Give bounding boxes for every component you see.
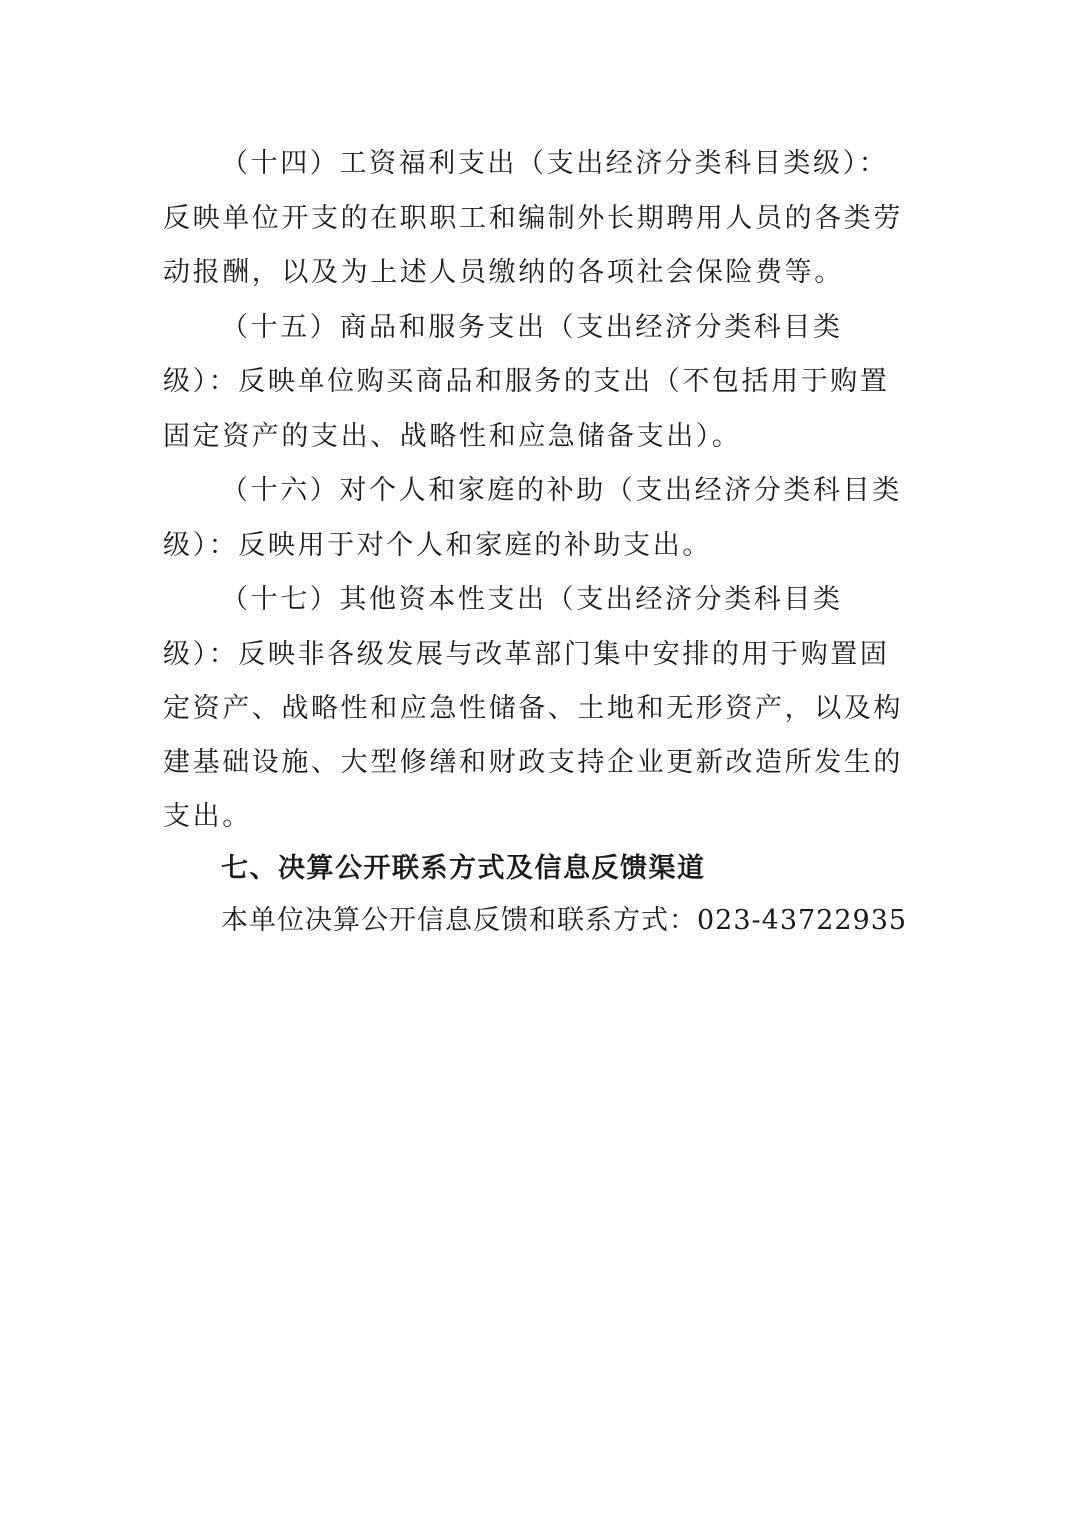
item-14-line-2: 反映单位开支的在职职工和编制外长期聘用人员的各类劳: [163, 203, 903, 234]
item-15-line-1: （十五）商品和服务支出（支出经济分类科目类: [221, 312, 843, 343]
item-15-line-2: 级）：反映单位购买商品和服务的支出（不包括用于购置: [163, 366, 890, 397]
item-17-line-1: （十七）其他资本性支出（支出经济分类科目类: [221, 584, 843, 615]
item-17-line-3: 定资产、战略性和应急性储备、土地和无形资产，以及构: [163, 693, 903, 724]
item-15-line-3: 固定资产的支出、战略性和应急储备支出）。: [163, 421, 742, 452]
item-14-line-1: （十四）工资福利支出（支出经济分类科目类级）：: [221, 148, 889, 179]
section-7-heading: 七、决算公开联系方式及信息反馈渠道: [221, 853, 706, 884]
item-17-line-5: 支出。: [163, 801, 252, 832]
contact-info: 本单位决算公开信息反馈和联系方式：023-43722935: [221, 905, 908, 936]
item-17-line-4: 建基础设施、大型修缮和财政支持企业更新改造所发生的: [163, 747, 903, 778]
item-16-line-1: （十六）对个人和家庭的补助（支出经济分类科目类: [221, 475, 902, 506]
item-14-line-3: 动报酬，以及为上述人员缴纳的各项社会保险费等。: [163, 257, 844, 288]
item-16-line-2: 级）：反映用于对个人和家庭的补助支出。: [163, 530, 712, 561]
item-17-line-2: 级）：反映非各级发展与改革部门集中安排的用于购置固: [163, 639, 890, 670]
